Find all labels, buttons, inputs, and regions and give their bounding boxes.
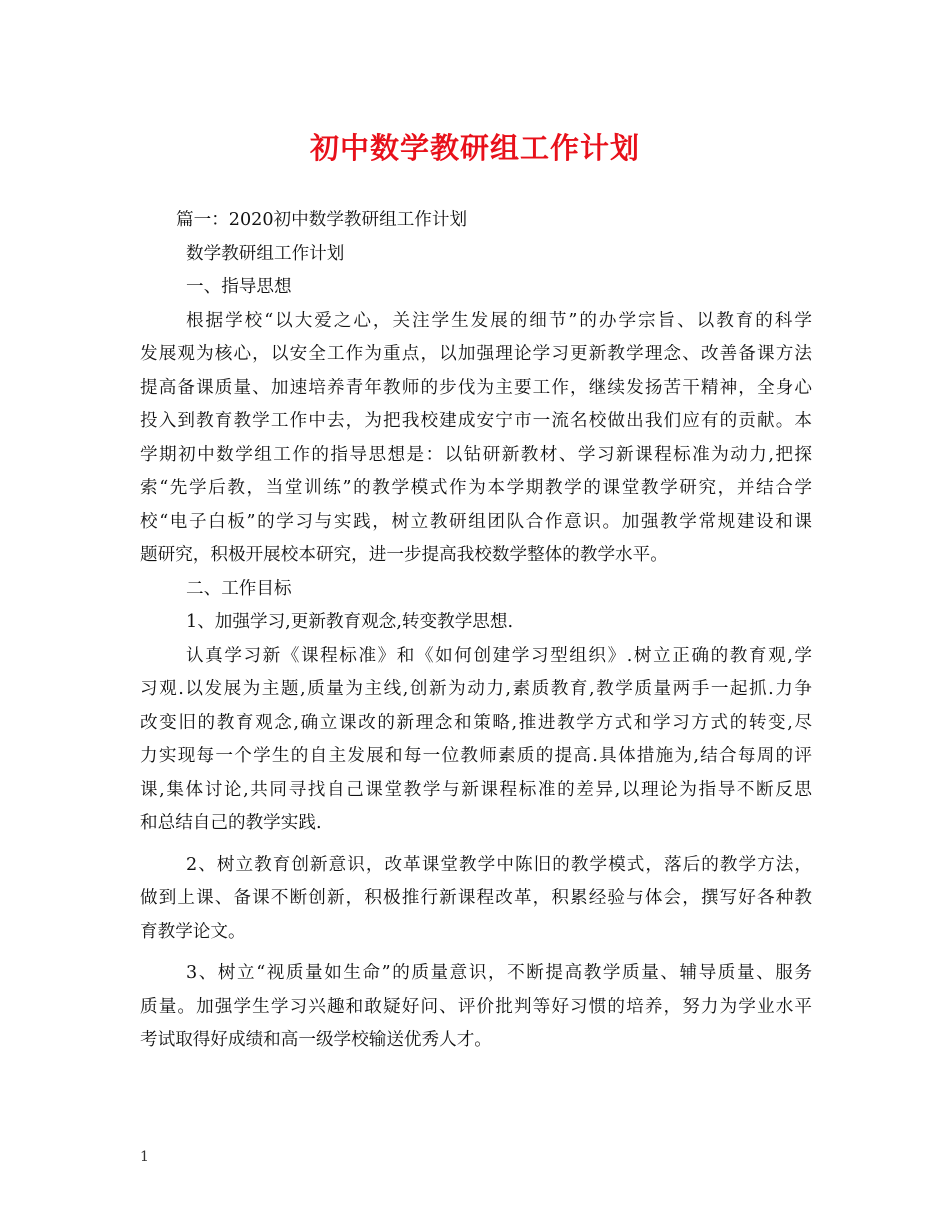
section-heading: 二、工作目标 xyxy=(186,578,292,599)
paragraph-line: 认真学习新《课程标准》和《如何创建学习型组织》.树立正确的教育观,学 xyxy=(186,645,812,666)
paragraph-line: 学期初中数学组工作的指导思想是：以钻研新教材、学习新课程标准为动力,把探 xyxy=(140,444,812,465)
page-number: 1 xyxy=(140,1149,149,1165)
section-heading: 篇一：2020初中数学教研组工作计划 xyxy=(176,210,468,230)
paragraph-line: 育教学论文。 xyxy=(140,921,246,942)
subsection-heading: 1、加强学习,更新教育观念,转变教学思想. xyxy=(186,612,514,632)
paragraph-line: 课,集体讨论,共同寻找自己课堂教学与新课程标准的差异,以理论为指导不断反思 xyxy=(140,779,812,800)
subtitle-line: 数学教研组工作计划 xyxy=(186,243,345,264)
paragraph-line: 发展观为核心，以安全工作为重点，以加强理论学习更新教学理念、改善备课方法 xyxy=(140,344,812,364)
paragraph-line: 根据学校“以大爱之心，关注学生发展的细节”的办学宗旨、以教育的科学 xyxy=(186,310,812,331)
paragraph-line: 力实现每一个学生的自主发展和每一位教师素质的提高.具体措施为,结合每周的评 xyxy=(140,746,812,766)
paragraph-line: 改变旧的教育观念,确立课改的新理念和策略,推进教学方式和学习方式的转变,尽 xyxy=(140,712,812,733)
paragraph-line: 2、树立教育创新意识，改革课堂教学中陈旧的教学模式，落后的教学方法， xyxy=(186,854,812,875)
paragraph-line: 3、树立“视质量如生命”的质量意识，不断提高教学质量、辅导质量、服务 xyxy=(186,963,812,983)
section-heading: 一、指导思想 xyxy=(186,277,292,297)
paragraph-line: 提高备课质量、加速培养青年教师的步伐为主要工作，继续发扬苦干精神，全身心 xyxy=(140,377,812,398)
paragraph-line: 校“电子白板”的学习与实践，树立教研组团队合作意识。加强教学常规建设和课 xyxy=(140,511,812,532)
paragraph-line: 索“先学后教，当堂训练”的教学模式作为本学期教学的课堂教学研究，并结合学 xyxy=(140,478,812,498)
paragraph-line: 习观.以发展为主题,质量为主线,创新为动力,素质教育,教学质量两手一起抓.力争 xyxy=(140,679,812,699)
paragraph-line: 做到上课、备课不断创新，积极推行新课程改革，积累经验与体会，撰写好各种教 xyxy=(140,888,812,908)
paragraph-line: 投入到教育教学工作中去，为把我校建成安宁市一流名校做出我们应有的贡献。本 xyxy=(140,411,812,431)
paragraph-line: 和总结自己的教学实践. xyxy=(140,813,322,833)
paragraph-line: 题研究，积极开展校本研究，进一步提高我校数学整体的教学水平。 xyxy=(140,545,668,565)
paragraph-line: 考试取得好成绩和高一级学校输送优秀人才。 xyxy=(140,1030,492,1050)
document-title: 初中数学教研组工作计划 xyxy=(309,131,640,165)
paragraph-line: 质量。加强学生学习兴趣和敢疑好问、评价批判等好习惯的培养，努力为学业水平 xyxy=(140,996,812,1017)
document-body xyxy=(140,204,812,1058)
